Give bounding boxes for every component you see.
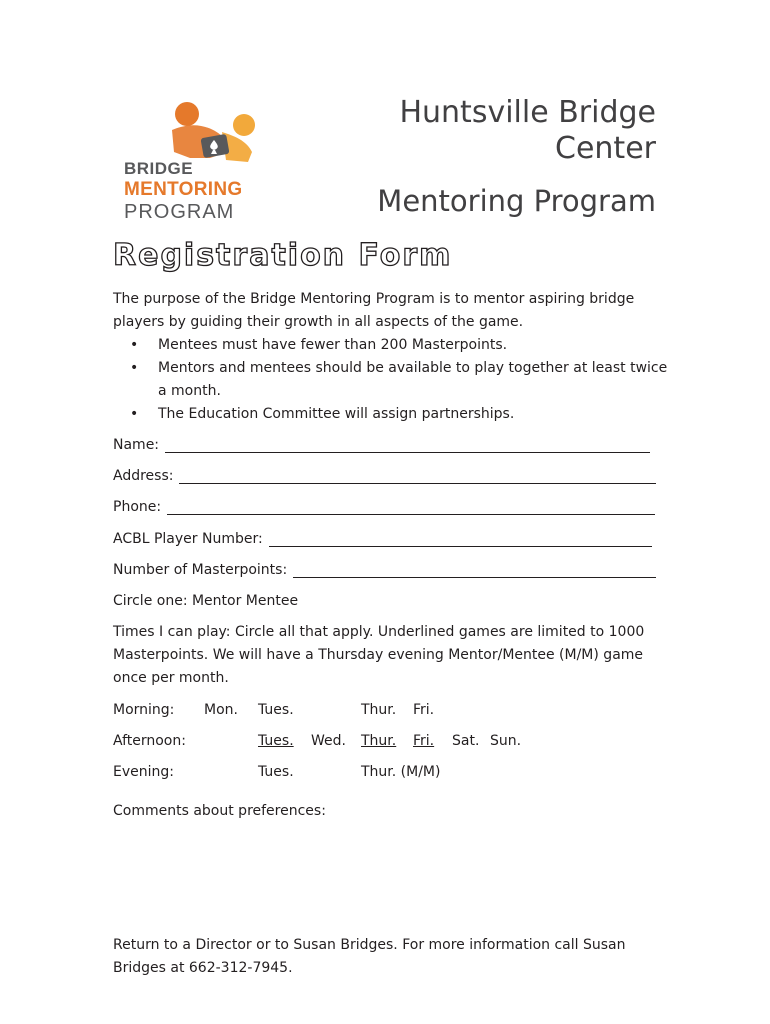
bullet-item-continued: a month. bbox=[158, 383, 221, 399]
logo-figures-icon bbox=[110, 96, 270, 166]
intro-line2: players by guiding their growth in all aspects of the game. bbox=[113, 314, 524, 330]
afternoon-thu[interactable]: Thur. bbox=[361, 733, 397, 749]
name-input-line[interactable] bbox=[165, 438, 650, 453]
footer-line2: Bridges at 662-312-7945. bbox=[113, 960, 293, 976]
bullet-item: • Mentors and mentees should be available to play together at least twice bbox=[130, 360, 668, 376]
name-field bbox=[113, 437, 650, 453]
phone-label: Phone: bbox=[113, 499, 162, 515]
form-title: Registration Form bbox=[113, 238, 453, 273]
org-title bbox=[336, 95, 656, 167]
org-title-line2: Center bbox=[555, 131, 656, 166]
masterpoints-field bbox=[113, 562, 656, 578]
address-field bbox=[113, 468, 656, 484]
org-title-line1: Huntsville Bridge bbox=[399, 95, 656, 130]
morning-tue[interactable]: Tues. bbox=[258, 702, 294, 718]
times-line2: Masterpoints. We will have a Thursday evening Mentor/Mentee (M/M) game bbox=[113, 647, 644, 663]
evening-thu[interactable]: Thur. (M/M) bbox=[361, 764, 441, 780]
afternoon-sun[interactable]: Sun. bbox=[490, 733, 522, 749]
acbl-field bbox=[113, 531, 652, 547]
bullet-item: • The Education Committee will assign partnerships. bbox=[130, 406, 515, 422]
morning-label: Morning: bbox=[113, 702, 175, 718]
bullet-item: • Mentees must have fewer than 200 Masterpoints. bbox=[130, 337, 508, 353]
masterpoints-label: Number of Masterpoints: bbox=[113, 562, 288, 578]
afternoon-label: Afternoon: bbox=[113, 733, 186, 749]
name-label: Name: bbox=[113, 437, 160, 453]
comments-area[interactable] bbox=[113, 828, 658, 928]
acbl-input-line[interactable] bbox=[269, 532, 652, 547]
address-label: Address: bbox=[113, 468, 174, 484]
morning-fri[interactable]: Fri. bbox=[413, 702, 435, 718]
evening-label: Evening: bbox=[113, 764, 174, 780]
evening-tue[interactable]: Tues. bbox=[258, 764, 294, 780]
afternoon-wed[interactable]: Wed. bbox=[311, 733, 346, 749]
afternoon-sat[interactable]: Sat. bbox=[452, 733, 480, 749]
afternoon-tue[interactable]: Tues. bbox=[258, 733, 294, 749]
times-line3: once per month. bbox=[113, 670, 229, 686]
masterpoints-input-line[interactable] bbox=[293, 563, 656, 578]
logo-mentoring-text: MENTORING bbox=[124, 179, 243, 200]
program-title: Mentoring Program bbox=[377, 184, 656, 218]
phone-input-line[interactable] bbox=[167, 500, 655, 515]
intro-line1: The purpose of the Bridge Mentoring Program is to mentor aspiring bridge bbox=[113, 291, 635, 307]
logo-bridge-text: BRIDGE bbox=[124, 159, 194, 178]
footer-line1: Return to a Director or to Susan Bridges. For more information call Susan bbox=[113, 937, 626, 953]
acbl-label: ACBL Player Number: bbox=[113, 531, 263, 547]
phone-field bbox=[113, 499, 655, 515]
circle-one-text: Circle one: Mentor Mentee bbox=[113, 593, 299, 609]
logo-program-text: PROGRAM bbox=[124, 201, 235, 223]
morning-mon[interactable]: Mon. bbox=[204, 702, 238, 718]
bridge-mentoring-logo bbox=[110, 96, 270, 226]
afternoon-fri[interactable]: Fri. bbox=[413, 733, 435, 749]
address-input-line[interactable] bbox=[179, 469, 656, 484]
morning-thu[interactable]: Thur. bbox=[361, 702, 397, 718]
times-line1: Times I can play: Circle all that apply. Underlined games are limited to 1000 bbox=[113, 624, 645, 640]
comments-label: Comments about preferences: bbox=[113, 803, 326, 819]
